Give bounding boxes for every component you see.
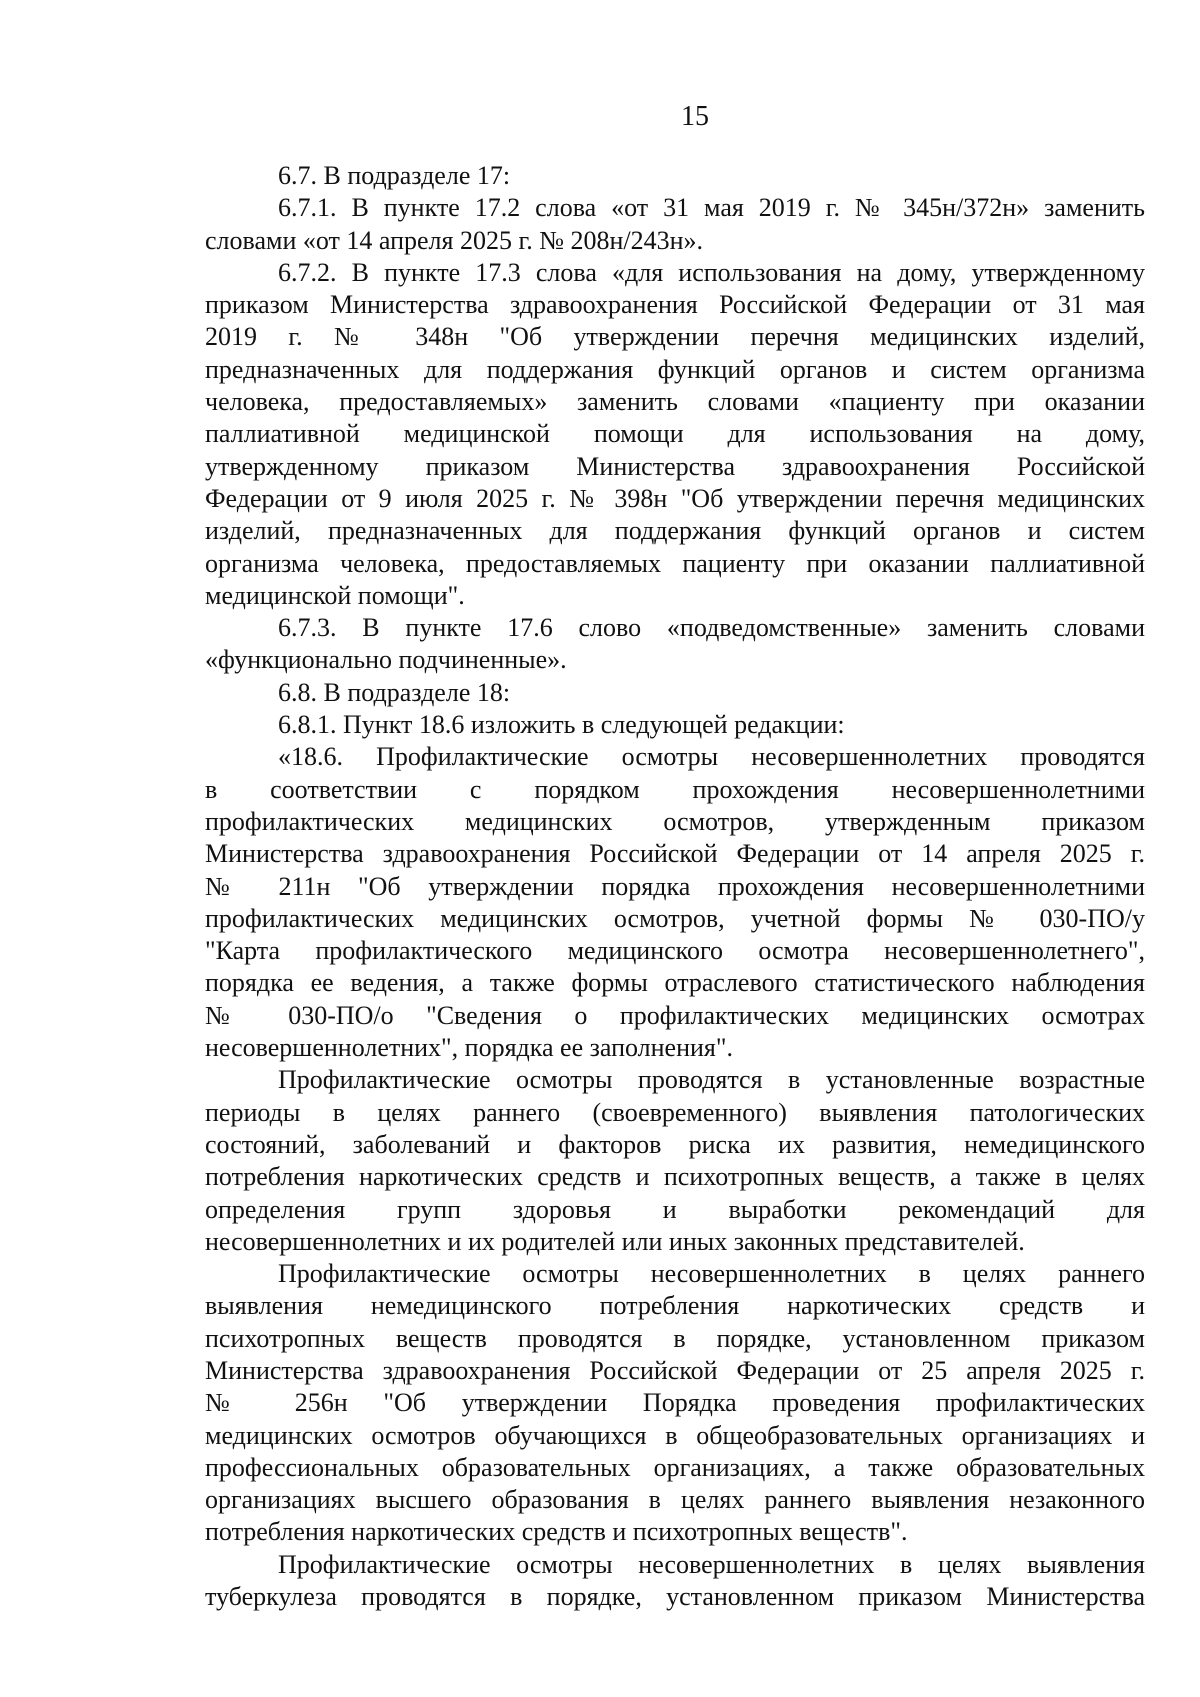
text-line: Профилактические осмотры проводятся в установленные возрастные	[278, 1065, 1145, 1095]
text-line: 2019 г. № 348н "Об утверждении перечня медицинских изделий,	[205, 322, 1145, 352]
text-line: Профилактические осмотры несовершеннолетних в целях выявления	[278, 1549, 1145, 1579]
text-line: Министерства здравоохранения Российской Федерации от 14 апреля 2025 г.	[205, 839, 1145, 869]
text-line: № 256н "Об утверждении Порядка проведения профилактических	[205, 1388, 1145, 1418]
text-line: 6.7. В подразделе 17:	[278, 161, 511, 190]
text-line: выявления немедицинского потребления наркотических средств и	[205, 1291, 1145, 1321]
text-line: 6.7.3. В пункте 17.6 слово «подведомственные» заменить словами	[278, 613, 1145, 643]
text-line: порядка ее ведения, а также формы отраслевого статистического наблюдения	[205, 968, 1145, 998]
text-line: организма человека, предоставляемых пациенту при оказании паллиативной	[205, 548, 1145, 578]
text-line: предназначенных для поддержания функций органов и систем организма	[205, 354, 1145, 384]
text-line: 6.8. В подразделе 18:	[278, 677, 511, 707]
text-line: утвержденному приказом Министерства здравоохранения Российской	[205, 451, 1145, 481]
page-number	[0, 100, 1200, 134]
text-line: потребления наркотических средств и психотропных веществ, а также в целях	[205, 1162, 1145, 1192]
text-line: изделий, предназначенных для поддержания функций органов и систем	[205, 516, 1145, 546]
text-line: несовершеннолетних и их родителей или иных законных представителей.	[205, 1226, 1025, 1256]
text-line: профессиональных образовательных организациях, а также образовательных	[205, 1452, 1145, 1482]
text-line: медицинской помощи".	[205, 580, 465, 610]
text-line: 6.7.2. В пункте 17.3 слова «для использования на дому, утвержденному	[278, 257, 1145, 287]
text-line: профилактических медицинских осмотров, учетной формы № 030-ПО/у	[205, 903, 1145, 933]
text-line: туберкулеза проводятся в порядке, установленном приказом Министерства	[205, 1582, 1145, 1612]
text-line: организациях высшего образования в целях раннего выявления незаконного	[205, 1485, 1145, 1515]
text-line: определения групп здоровья и выработки рекомендаций для	[205, 1194, 1145, 1224]
text-line: 6.8.1. Пункт 18.6 изложить в следующей редакции:	[278, 710, 845, 740]
text-line: 6.7.1. В пункте 17.2 слова «от 31 мая 2019 г. № 345н/372н» заменить	[278, 193, 1145, 223]
text-line: состояний, заболеваний и факторов риска их развития, немедицинского	[205, 1129, 1145, 1159]
text-line: потребления наркотических средств и психотропных веществ".	[205, 1517, 908, 1547]
text-line: приказом Министерства здравоохранения Российской Федерации от 31 мая	[205, 290, 1145, 320]
text-line: в соответствии с порядком прохождения несовершеннолетними	[205, 774, 1145, 804]
text-line: «18.6. Профилактические осмотры несовершеннолетних проводятся	[278, 742, 1145, 772]
document-body	[205, 160, 1145, 1613]
text-line: «функционально подчиненные».	[205, 645, 567, 675]
text-line: Министерства здравоохранения Российской Федерации от 25 апреля 2025 г.	[205, 1355, 1145, 1385]
text-line: Федерации от 9 июля 2025 г. № 398н "Об утверждении перечня медицинских	[205, 483, 1145, 513]
text-line: паллиативной медицинской помощи для использования на дому,	[205, 419, 1145, 449]
text-line: Профилактические осмотры несовершеннолетних в целях раннего	[278, 1259, 1145, 1289]
text-line: № 030-ПО/о "Сведения о профилактических медицинских осмотрах	[205, 1000, 1145, 1030]
text-line: "Карта профилактического медицинского осмотра несовершеннолетнего",	[205, 936, 1145, 966]
text-line: № 211н "Об утверждении порядка прохождения несовершеннолетними	[205, 871, 1145, 901]
text-line: несовершеннолетних", порядка ее заполнения".	[205, 1033, 733, 1063]
text-line: периоды в целях раннего (своевременного) выявления патологических	[205, 1097, 1145, 1127]
text-line: профилактических медицинских осмотров, утвержденным приказом	[205, 806, 1145, 836]
text-line: психотропных веществ проводятся в порядке, установленном приказом	[205, 1323, 1145, 1353]
text-line: человека, предоставляемых» заменить словами «пациенту при оказании	[205, 387, 1145, 417]
text-line: словами «от 14 апреля 2025 г. № 208н/243н».	[205, 225, 704, 255]
page-number-text: 15	[681, 101, 709, 132]
text-line: медицинских осмотров обучающихся в общеобразовательных организациях и	[205, 1420, 1145, 1450]
